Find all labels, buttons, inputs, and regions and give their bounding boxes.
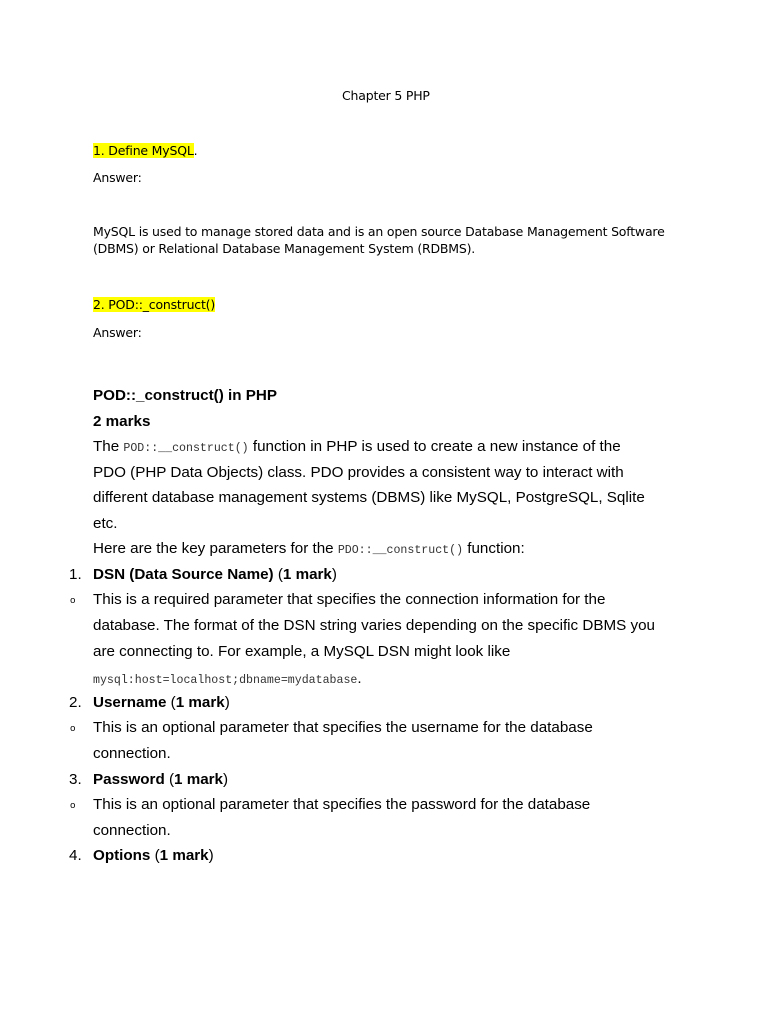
bullet-circle-icon: o — [70, 801, 76, 811]
list-item-number: 2. — [69, 694, 82, 711]
question-1-answer-label: Answer: — [93, 170, 142, 185]
bullet-circle-icon: o — [70, 596, 76, 606]
question-1-highlight: 1. Define MySQL — [93, 143, 194, 158]
intro-line-3: different database management systems (DBMS) like MySQL, PostgreSQL, Sqlite — [93, 489, 645, 506]
list-item-desc-line: are connecting to. For example, a MySQL DSN might look like — [93, 643, 511, 660]
question-2-answer-label: Answer: — [93, 325, 142, 340]
list-item-desc-line: This is an optional parameter that specifies the username for the database — [93, 719, 593, 736]
intro-line-2: PDO (PHP Data Objects) class. PDO provides a consistent way to interact with — [93, 464, 624, 481]
section-heading: POD::_construct() in PHP — [93, 387, 277, 404]
bullet-circle-icon: o — [70, 724, 76, 734]
list-item-title: DSN (Data Source Name) (1 mark) — [93, 566, 337, 583]
question-2-highlight: 2. POD::_construct() — [93, 297, 216, 312]
list-item-title: Username (1 mark) — [93, 694, 230, 711]
question-1: 1. Define MySQL. — [93, 143, 198, 158]
section-marks: 2 marks — [93, 413, 151, 430]
inline-code: mysql:host=localhost;dbname=mydatabase — [93, 674, 358, 687]
list-item-desc-line: This is an optional parameter that specifies the password for the database — [93, 796, 591, 813]
question-1-answer-line-2: (DBMS) or Relational Database Management System (RDBMS). — [93, 241, 476, 256]
params-intro: Here are the key parameters for the PDO::__construct() function: — [93, 540, 525, 557]
list-item-desc-line: connection. — [93, 745, 171, 762]
question-2 — [93, 297, 215, 312]
list-item-desc-line: database. The format of the DSN string varies depending on the specific DBMS you — [93, 617, 655, 634]
intro-line-4: etc. — [93, 515, 118, 532]
dsn-example: mysql:host=localhost;dbname=mydatabase. — [93, 670, 362, 687]
list-item-desc-line: This is a required parameter that specifies the connection information for the — [93, 591, 606, 608]
list-item-desc-line: connection. — [93, 822, 171, 839]
page-title: Chapter 5 PHP — [342, 88, 430, 103]
list-item-number: 4. — [69, 847, 82, 864]
intro-line-1: The POD::__construct() function in PHP is used to create a new instance of the — [93, 438, 621, 455]
inline-code: POD::__construct() — [123, 442, 249, 455]
list-item-title: Options (1 mark) — [93, 847, 214, 864]
question-1-answer-line-1: MySQL is used to manage stored data and is an open source Database Management Software — [93, 224, 665, 239]
list-item-number: 3. — [69, 771, 82, 788]
inline-code: PDO::__construct() — [337, 544, 464, 557]
list-item-title: Password (1 mark) — [93, 771, 229, 788]
list-item-number: 1. — [69, 566, 82, 583]
